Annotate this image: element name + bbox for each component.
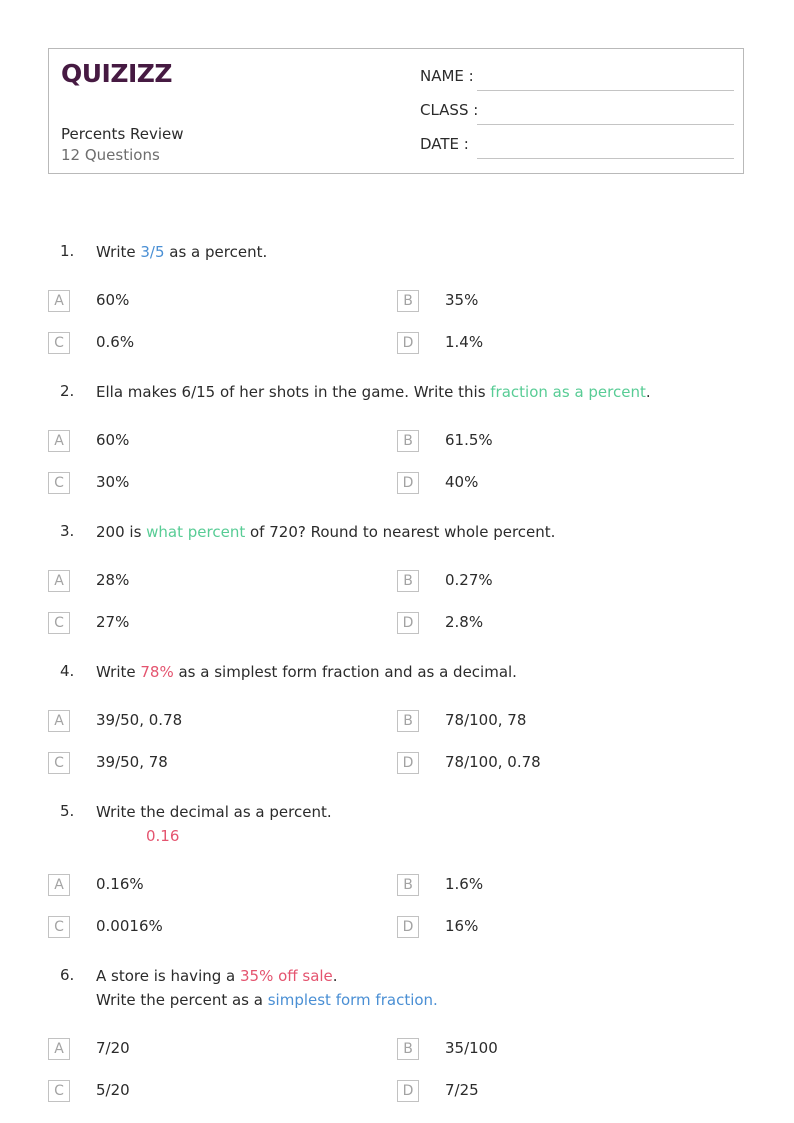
highlighted-text: 35% off sale bbox=[240, 967, 333, 985]
option-b-text: 1.6% bbox=[445, 875, 484, 893]
highlighted-text: fraction as a percent bbox=[490, 383, 646, 401]
question-text-segment: as a percent. bbox=[164, 243, 268, 261]
question-number: 3. bbox=[60, 522, 75, 540]
option-b-box[interactable]: B bbox=[397, 710, 419, 732]
option-c-text: 39/50, 78 bbox=[96, 753, 168, 771]
question-text-segment: as a simplest form fraction and as a decimal. bbox=[173, 663, 517, 681]
option-d-text: 7/25 bbox=[445, 1081, 479, 1099]
question-line bbox=[96, 800, 332, 824]
date-line[interactable] bbox=[477, 158, 734, 159]
option-c-box[interactable]: C bbox=[48, 916, 70, 938]
question-text-segment: Write bbox=[96, 243, 141, 261]
question-text-segment: . bbox=[332, 967, 338, 985]
question-text bbox=[96, 240, 267, 264]
option-a-box[interactable]: A bbox=[48, 710, 70, 732]
class-label: CLASS : bbox=[420, 101, 479, 119]
option-c-box[interactable]: C bbox=[48, 332, 70, 354]
option-d-box[interactable]: D bbox=[397, 472, 419, 494]
option-c-box[interactable]: C bbox=[48, 752, 70, 774]
highlighted-text: 3/5 bbox=[140, 243, 165, 261]
highlighted-text: simplest form fraction. bbox=[267, 991, 438, 1009]
class-field[interactable] bbox=[420, 99, 734, 125]
question-text-segment: A store is having a bbox=[96, 967, 240, 985]
quizizz-logo: QUIZIZZ bbox=[61, 59, 173, 88]
option-d-text: 78/100, 0.78 bbox=[445, 753, 541, 771]
question-line bbox=[96, 380, 651, 404]
date-label: DATE : bbox=[420, 135, 469, 153]
highlighted-text: 78% bbox=[140, 663, 174, 681]
option-d-text: 16% bbox=[445, 917, 479, 935]
question-text bbox=[96, 380, 651, 404]
name-line[interactable] bbox=[477, 90, 734, 91]
question-text bbox=[96, 660, 517, 684]
option-c-text: 0.0016% bbox=[96, 917, 163, 935]
question-line bbox=[96, 964, 438, 988]
name-label: NAME : bbox=[420, 67, 474, 85]
option-d-box[interactable]: D bbox=[397, 612, 419, 634]
question-count: 12 Questions bbox=[61, 146, 160, 164]
option-b-text: 35/100 bbox=[445, 1039, 498, 1057]
question-text bbox=[96, 520, 555, 544]
option-b-box[interactable]: B bbox=[397, 430, 419, 452]
highlighted-text: what percent bbox=[146, 523, 246, 541]
question-number: 6. bbox=[60, 966, 75, 984]
name-field[interactable] bbox=[420, 65, 734, 91]
option-c-box[interactable]: C bbox=[48, 612, 70, 634]
option-a-text: 39/50, 0.78 bbox=[96, 711, 183, 729]
option-a-text: 60% bbox=[96, 291, 130, 309]
option-b-text: 0.27% bbox=[445, 571, 493, 589]
option-a-text: 7/20 bbox=[96, 1039, 130, 1057]
question-text bbox=[96, 964, 438, 1012]
option-d-box[interactable]: D bbox=[397, 752, 419, 774]
option-c-text: 5/20 bbox=[96, 1081, 130, 1099]
option-a-box[interactable]: A bbox=[48, 1038, 70, 1060]
option-d-box[interactable]: D bbox=[397, 916, 419, 938]
option-d-box[interactable]: D bbox=[397, 332, 419, 354]
question-line bbox=[96, 824, 332, 848]
option-c-text: 0.6% bbox=[96, 333, 135, 351]
question-line bbox=[96, 660, 517, 684]
option-b-text: 78/100, 78 bbox=[445, 711, 527, 729]
option-c-text: 27% bbox=[96, 613, 130, 631]
option-d-box[interactable]: D bbox=[397, 1080, 419, 1102]
question-line bbox=[96, 240, 267, 264]
option-a-text: 28% bbox=[96, 571, 130, 589]
question-line bbox=[96, 988, 438, 1012]
option-c-text: 30% bbox=[96, 473, 130, 491]
option-a-box[interactable]: A bbox=[48, 874, 70, 896]
question-number: 4. bbox=[60, 662, 75, 680]
highlighted-text: 0.16 bbox=[146, 827, 180, 845]
option-b-box[interactable]: B bbox=[397, 1038, 419, 1060]
option-c-box[interactable]: C bbox=[48, 472, 70, 494]
question-text-segment: Write the decimal as a percent. bbox=[96, 803, 332, 821]
option-a-text: 0.16% bbox=[96, 875, 144, 893]
question-number: 2. bbox=[60, 382, 75, 400]
question-text-segment: . bbox=[645, 383, 651, 401]
question-text-segment: of 720? Round to nearest whole percent. bbox=[245, 523, 556, 541]
question-text bbox=[96, 800, 332, 848]
question-number: 5. bbox=[60, 802, 75, 820]
option-b-text: 35% bbox=[445, 291, 479, 309]
question-number: 1. bbox=[60, 242, 75, 260]
class-line[interactable] bbox=[477, 124, 734, 125]
option-d-text: 1.4% bbox=[445, 333, 484, 351]
question-text-segment: 200 is bbox=[96, 523, 147, 541]
date-field[interactable] bbox=[420, 133, 734, 159]
question-text-segment: Ella makes 6/15 of her shots in the game. Write this bbox=[96, 383, 491, 401]
worksheet-header bbox=[48, 48, 744, 174]
question-line bbox=[96, 520, 555, 544]
question-text-segment: Write bbox=[96, 663, 141, 681]
option-a-text: 60% bbox=[96, 431, 130, 449]
option-b-box[interactable]: B bbox=[397, 874, 419, 896]
option-d-text: 2.8% bbox=[445, 613, 484, 631]
option-d-text: 40% bbox=[445, 473, 479, 491]
option-b-box[interactable]: B bbox=[397, 570, 419, 592]
option-c-box[interactable]: C bbox=[48, 1080, 70, 1102]
option-a-box[interactable]: A bbox=[48, 430, 70, 452]
option-a-box[interactable]: A bbox=[48, 290, 70, 312]
option-a-box[interactable]: A bbox=[48, 570, 70, 592]
option-b-box[interactable]: B bbox=[397, 290, 419, 312]
worksheet-title: Percents Review bbox=[61, 125, 184, 143]
option-b-text: 61.5% bbox=[445, 431, 493, 449]
question-text-segment: Write the percent as a bbox=[96, 991, 268, 1009]
